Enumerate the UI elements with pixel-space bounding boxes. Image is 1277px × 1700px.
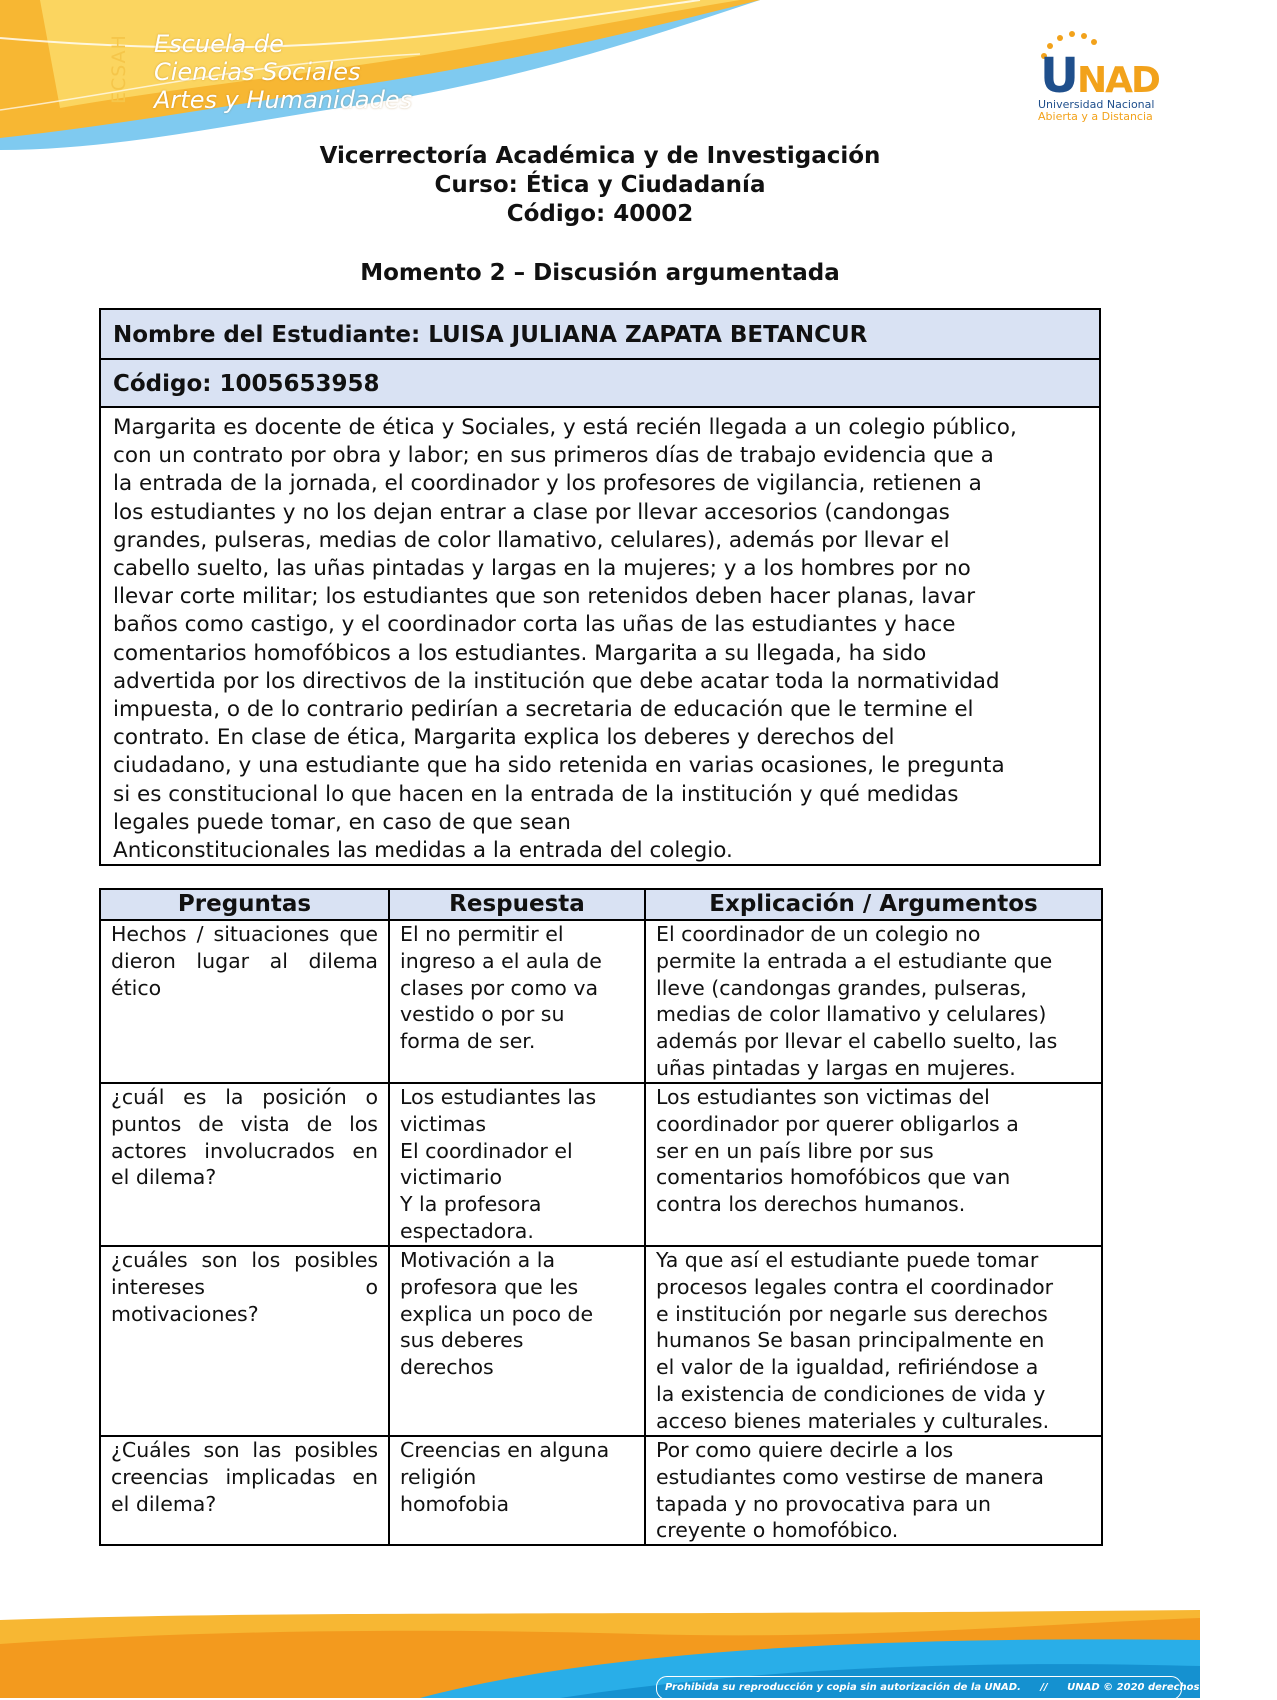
header-explicacion: Explicación / Argumentos	[645, 889, 1102, 920]
cell-line: El coordinador el	[400, 1138, 573, 1163]
footer-copyright-pill	[656, 1676, 1270, 1700]
case-line: con un contrato por obra y labor; en sus primeros días de trabajo evidencia que a	[113, 443, 994, 469]
cell-line: Ya que así el estudiante puede tomar	[656, 1248, 1039, 1272]
footer-right-text: UNAD © 2020 derechos reservados.	[1067, 1682, 1270, 1693]
school-line: Ciencias Sociales	[154, 58, 361, 86]
case-line: si es constitucional lo que hacen en la entrada de la institución y qué medidas	[113, 781, 959, 807]
case-line: legales puede tomar, en caso de que sean	[113, 809, 571, 835]
header-preguntas: Preguntas	[100, 889, 389, 920]
cell-line: El no permitir el	[400, 922, 564, 946]
student-name-bar: Nombre del Estudiante: LUISA JULIANA ZAPATA BETANCUR	[101, 310, 1099, 360]
unad-letter-u: U	[1040, 48, 1077, 104]
cell-line: ingreso a el aula de	[400, 948, 602, 973]
cell-line: espectadora.	[400, 1218, 534, 1243]
case-line: llevar corte militar; los estudiantes que son retenidos deben hacer planas, lavar	[113, 584, 976, 610]
document-titles	[0, 142, 1200, 229]
answer-cell	[389, 920, 645, 1083]
case-line: la entrada de la jornada, el coordinador y los profesores de vigilancia, retienen a	[113, 471, 982, 497]
ecsah-vertical-label: ECSAH	[108, 34, 130, 104]
unad-subtitle-2: Abierta y a Distancia	[1038, 110, 1153, 123]
table-row	[100, 920, 1102, 1083]
cell-line: coordinador por querer obligarlos a	[656, 1111, 1019, 1136]
title-line-1: Vicerrectoría Académica y de Investigación	[319, 143, 881, 169]
cell-line: uñas pintadas y largas en mujeres.	[656, 1055, 1016, 1080]
unad-letters-nad: NAD	[1076, 60, 1159, 101]
header-respuesta: Respuesta	[389, 889, 645, 920]
school-line: Escuela de	[154, 30, 284, 58]
school-name	[154, 30, 412, 114]
footer-divider: //	[1040, 1682, 1048, 1693]
cell-line: homofobia	[400, 1491, 510, 1516]
cell-line: la existencia de condiciones de vida y	[656, 1381, 1046, 1406]
cell-line: creyente o homofóbico.	[656, 1518, 899, 1543]
title-line-3: Código: 40002	[506, 201, 694, 227]
table-row	[100, 1246, 1102, 1436]
cell-line: ser en un país libre por sus	[656, 1138, 934, 1163]
unad-wordmark	[1040, 48, 1159, 104]
unad-logo	[1036, 26, 1162, 126]
question-cell: ¿cuáles son los posibles intereses o motivaciones?	[100, 1246, 389, 1436]
cell-line: forma de ser.	[400, 1029, 536, 1054]
school-line: Artes y Humanidades	[154, 86, 413, 114]
student-code-bar: Código: 1005653958	[101, 360, 1099, 408]
cell-line: medias de color llamativo y celulares)	[656, 1002, 1047, 1027]
case-line: cabello suelto, las uñas pintadas y largas en la mujeres; y a los hombres por no	[113, 556, 971, 582]
case-line: comentarios homofóbicos a los estudiantes. Margarita a su llegada, ha sido	[113, 640, 927, 666]
moment-title: Momento 2 – Discusión argumentada	[360, 260, 840, 286]
cell-line: sus deberes	[400, 1328, 524, 1353]
case-line: grandes, pulseras, medias de color llamativo, celulares), además por llevar el	[113, 527, 950, 553]
analysis-table	[99, 888, 1103, 1546]
case-line: Margarita es docente de ética y Sociales, y está recién llegada a un colegio público,	[113, 415, 1017, 440]
table-row	[100, 1083, 1102, 1246]
cell-line: Los estudiantes son victimas del	[656, 1085, 990, 1109]
cell-line: acceso bienes materiales y culturales.	[656, 1408, 1050, 1433]
answer-cell	[389, 1436, 645, 1545]
cell-line: victimas	[400, 1111, 487, 1136]
cell-line: Y la profesora	[400, 1192, 542, 1217]
case-line: advertida por los directivos de la institución que debe acatar toda la normatividad	[113, 668, 1000, 694]
cell-line: humanos Se basan principalmente en	[656, 1328, 1045, 1353]
table-header-row	[100, 889, 1102, 920]
cell-line: estudiantes como vestirse de manera	[656, 1464, 1044, 1489]
explanation-cell	[645, 1436, 1102, 1545]
case-line: Anticonstitucionales las medidas a la entrada del colegio.	[113, 838, 733, 864]
cell-line: Creencias en alguna	[400, 1438, 610, 1462]
cell-line: tapada y no provocativa para un	[656, 1491, 992, 1516]
cell-line: vestido o por su	[400, 1002, 565, 1027]
cell-line: clases por como va	[400, 975, 599, 1000]
case-description	[101, 408, 1099, 864]
cell-line: permite la entrada a el estudiante que	[656, 948, 1053, 973]
cell-line: e institución por negarle sus derechos	[656, 1301, 1048, 1326]
explanation-cell	[645, 1246, 1102, 1436]
cell-line: Motivación a la	[400, 1248, 556, 1272]
case-line: los estudiantes y no los dejan entrar a clase por llevar accesorios (candongas	[113, 499, 950, 525]
question-cell: ¿cuál es la posición o puntos de vista de los actores involucrados en el dilema?	[100, 1083, 389, 1246]
cell-line: explica un poco de	[400, 1301, 594, 1326]
cell-line: contra los derechos humanos.	[656, 1192, 966, 1217]
student-case-box	[99, 308, 1101, 866]
cell-line: profesora que les	[400, 1274, 579, 1299]
cell-line: procesos legales contra el coordinador	[656, 1274, 1054, 1299]
cell-line: derechos	[400, 1355, 494, 1380]
footer-left-text: Prohibida su reproducción y copia sin autorización de la UNAD.	[665, 1682, 1021, 1693]
cell-line: Por como quiere decirle a los	[656, 1438, 954, 1462]
cell-line: victimario	[400, 1165, 503, 1190]
explanation-cell	[645, 920, 1102, 1083]
cell-line: el valor de la igualdad, refiriéndose a	[656, 1355, 1039, 1380]
answer-cell	[389, 1246, 645, 1436]
answer-cell	[389, 1083, 645, 1246]
unad-subtitle-1: Universidad Nacional	[1038, 98, 1155, 111]
cell-line: lleve (candongas grandes, pulseras,	[656, 975, 1027, 1000]
cell-line: religión	[400, 1464, 477, 1489]
case-line: contrato. En clase de ética, Margarita explica los deberes y derechos del	[113, 725, 895, 751]
title-line-2: Curso: Ética y Ciudadanía	[434, 172, 766, 198]
table-row	[100, 1436, 1102, 1545]
question-cell: ¿Cuáles son las posibles creencias implicadas en el dilema?	[100, 1436, 389, 1545]
case-line: ciudadano, y una estudiante que ha sido retenida en varias ocasiones, le pregunta	[113, 753, 1005, 779]
cell-line: Los estudiantes las	[400, 1085, 597, 1109]
case-line: impuesta, o de lo contrario pedirían a secretaria de educación que le termine el	[113, 697, 974, 723]
question-cell: Hechos / situaciones que dieron lugar al dilema ético	[100, 920, 389, 1083]
cell-line: El coordinador de un colegio no	[656, 922, 981, 946]
explanation-cell	[645, 1083, 1102, 1246]
cell-line: además por llevar el cabello suelto, las	[656, 1029, 1058, 1054]
case-line: baños como castigo, y el coordinador corta las uñas de las estudiantes y hace	[113, 612, 956, 638]
cell-line: comentarios homofóbicos que van	[656, 1165, 1011, 1190]
